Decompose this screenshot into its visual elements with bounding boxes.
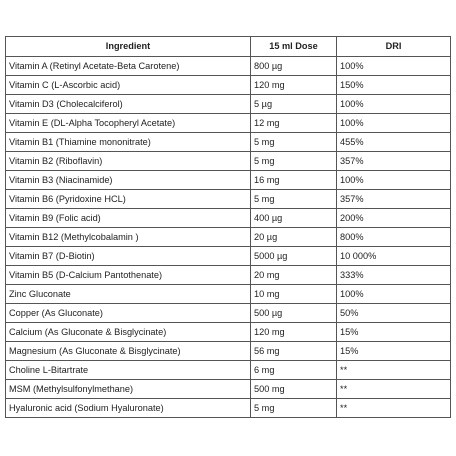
table-row	[6, 114, 451, 133]
table-row	[6, 361, 451, 380]
ingredient-cell: Copper (As Gluconate)	[6, 304, 251, 323]
ingredient-cell: Choline L-Bitartrate	[6, 361, 251, 380]
dri-cell: 100%	[337, 114, 451, 133]
dose-cell: 12 mg	[251, 114, 337, 133]
dri-cell: **	[337, 399, 451, 418]
dri-cell: 15%	[337, 323, 451, 342]
table-row	[6, 76, 451, 95]
ingredient-cell: Magnesium (As Gluconate & Bisglycinate)	[6, 342, 251, 361]
table-body	[6, 57, 451, 418]
table-row	[6, 342, 451, 361]
ingredient-cell: Vitamin B2 (Riboflavin)	[6, 152, 251, 171]
dose-cell: 120 mg	[251, 323, 337, 342]
table-row	[6, 171, 451, 190]
table-header-row	[6, 37, 451, 57]
dri-cell: 357%	[337, 152, 451, 171]
dri-cell: **	[337, 361, 451, 380]
nutrition-table-container	[5, 36, 450, 418]
table-row	[6, 57, 451, 76]
dri-cell: 200%	[337, 209, 451, 228]
dri-cell: 800%	[337, 228, 451, 247]
table-row	[6, 133, 451, 152]
dose-cell: 400 µg	[251, 209, 337, 228]
ingredient-cell: Vitamin B12 (Methylcobalamin )	[6, 228, 251, 247]
dri-cell: 100%	[337, 171, 451, 190]
dri-cell: **	[337, 380, 451, 399]
ingredient-cell: Calcium (As Gluconate & Bisglycinate)	[6, 323, 251, 342]
dri-cell: 100%	[337, 285, 451, 304]
dri-cell: 150%	[337, 76, 451, 95]
ingredient-cell: Vitamin E (DL-Alpha Tocopheryl Acetate)	[6, 114, 251, 133]
header-ingredient: Ingredient	[6, 37, 251, 57]
header-dri: DRI	[337, 37, 451, 57]
dose-cell: 800 µg	[251, 57, 337, 76]
table-row	[6, 209, 451, 228]
dri-cell: 357%	[337, 190, 451, 209]
dri-cell: 333%	[337, 266, 451, 285]
table-row	[6, 323, 451, 342]
ingredient-cell: Hyaluronic acid (Sodium Hyaluronate)	[6, 399, 251, 418]
ingredient-cell: Vitamin B9 (Folic acid)	[6, 209, 251, 228]
ingredient-cell: MSM (Methylsulfonylmethane)	[6, 380, 251, 399]
dose-cell: 6 mg	[251, 361, 337, 380]
dose-cell: 5 mg	[251, 133, 337, 152]
ingredient-cell: Zinc Gluconate	[6, 285, 251, 304]
table-row	[6, 285, 451, 304]
dose-cell: 56 mg	[251, 342, 337, 361]
dri-cell: 455%	[337, 133, 451, 152]
table-row	[6, 304, 451, 323]
nutrition-table	[5, 36, 451, 418]
table-row	[6, 228, 451, 247]
table-row	[6, 247, 451, 266]
table-row	[6, 399, 451, 418]
dose-cell: 5000 µg	[251, 247, 337, 266]
dose-cell: 500 µg	[251, 304, 337, 323]
ingredient-cell: Vitamin A (Retinyl Acetate-Beta Carotene)	[6, 57, 251, 76]
dose-cell: 10 mg	[251, 285, 337, 304]
dose-cell: 20 µg	[251, 228, 337, 247]
dose-cell: 5 mg	[251, 190, 337, 209]
ingredient-cell: Vitamin B7 (D-Biotin)	[6, 247, 251, 266]
dose-cell: 500 mg	[251, 380, 337, 399]
ingredient-cell: Vitamin D3 (Cholecalciferol)	[6, 95, 251, 114]
ingredient-cell: Vitamin B3 (Niacinamide)	[6, 171, 251, 190]
ingredient-cell: Vitamin B5 (D-Calcium Pantothenate)	[6, 266, 251, 285]
table-row	[6, 266, 451, 285]
dose-cell: 5 mg	[251, 152, 337, 171]
dri-cell: 15%	[337, 342, 451, 361]
dri-cell: 10 000%	[337, 247, 451, 266]
table-row	[6, 95, 451, 114]
header-dose: 15 ml Dose	[251, 37, 337, 57]
ingredient-cell: Vitamin C (L-Ascorbic acid)	[6, 76, 251, 95]
dose-cell: 20 mg	[251, 266, 337, 285]
ingredient-cell: Vitamin B1 (Thiamine mononitrate)	[6, 133, 251, 152]
table-row	[6, 152, 451, 171]
table-row	[6, 190, 451, 209]
dose-cell: 16 mg	[251, 171, 337, 190]
dose-cell: 5 mg	[251, 399, 337, 418]
ingredient-cell: Vitamin B6 (Pyridoxine HCL)	[6, 190, 251, 209]
dri-cell: 100%	[337, 95, 451, 114]
table-row	[6, 380, 451, 399]
dri-cell: 100%	[337, 57, 451, 76]
dose-cell: 5 µg	[251, 95, 337, 114]
dose-cell: 120 mg	[251, 76, 337, 95]
dri-cell: 50%	[337, 304, 451, 323]
